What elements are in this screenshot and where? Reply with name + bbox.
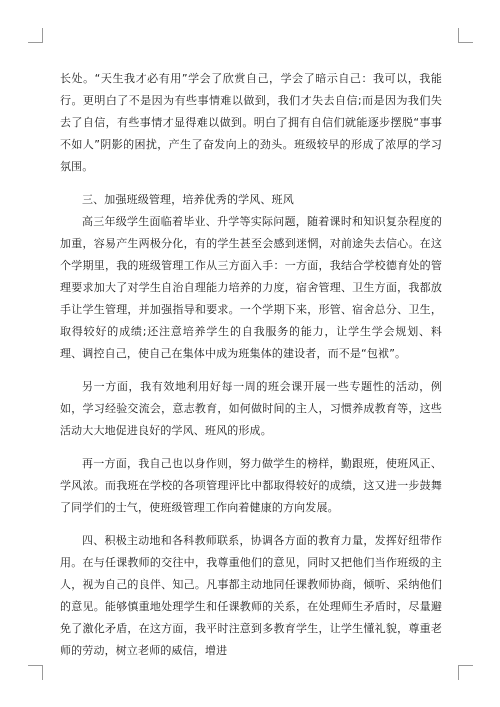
paragraph-continuation: 长处。“天生我才必有用”学会了欣赏自己，学会了暗示自己：我可以，我能行。更明白了不是因为有些事情难以做到，我们才失去自信;而是因为我们失去了自信，有些事情才显得难以做到。明白了拥有自信们就能逐步摆脱“事事不如人”阴影的困扰，产生了奋发向上的劲头。班级较早的形成了浓厚的学习氛围。 (60, 72, 442, 173)
section-heading-3: 三、加强班级管理，培养优秀的学风、班风 (82, 193, 294, 206)
paragraph-class-meeting: 另一方面，我有效地利用好每一周的班会课开展一些专题性的活动，例如，学习经验交流会，意志教育，如何做时间的主人，习惯养成教育等，这些活动大大地促进良好的学风、班风的形成。 (60, 380, 442, 437)
crop-mark-bottom-left (28, 665, 43, 680)
paragraph-class-management: 高三年级学生面临着毕业、升学等实际问题，随着课时和知识复杂程度的加重，容易产生两极分化，有的学生甚至会感到迷惘，对前途失去信心。在这个学期里，我的班级管理工作从三方面入手：一方面，我结合学校德育处的管理要求加大了对学生自治自理能力培养的力度，宿舍管理、卫生方面，我都放手让学生管理，并加强指导和要求。一个学期下来，形管、宿舍总分、卫生，取得较好的成绩;还注意培养学生的自我服务的能力，让学生学会规划、料理、调控自己，使自己在集体中成为班集体的建设者，而不是“包袱”。 (60, 215, 442, 360)
crop-mark-top-left (28, 28, 43, 43)
crop-mark-bottom-right (458, 665, 473, 680)
paragraph-teacher-liaison: 四、积极主动地和各科教师联系，协调各方面的教育力量，发挥好纽带作用。在与任课教师的交往中，我尊重他们的意见，同时又把他们当作班级的主人，视为自己的良伴、知己。凡事都主动地同任课教师协商，倾听、采纳他们的意见。能够慎重地处理学生和任课教师的关系，在处理师生矛盾时，尽量避免了激化矛盾，在这方面，我平时注意到多教育学生，让学生懂礼貌，尊重老师的劳动，树立老师的威信，增进 (60, 534, 442, 657)
crop-mark-top-right (458, 28, 473, 43)
paragraph-role-model: 再一方面，我自己也以身作则，努力做学生的榜样，勤跟班，使班风正、学风浓。而我班在学校的各项管理评比中都取得较好的成绩，这又进一步鼓舞了同学们的士气，使班级管理工作向着健康的方向发展。 (60, 457, 442, 514)
document-body (60, 68, 442, 662)
